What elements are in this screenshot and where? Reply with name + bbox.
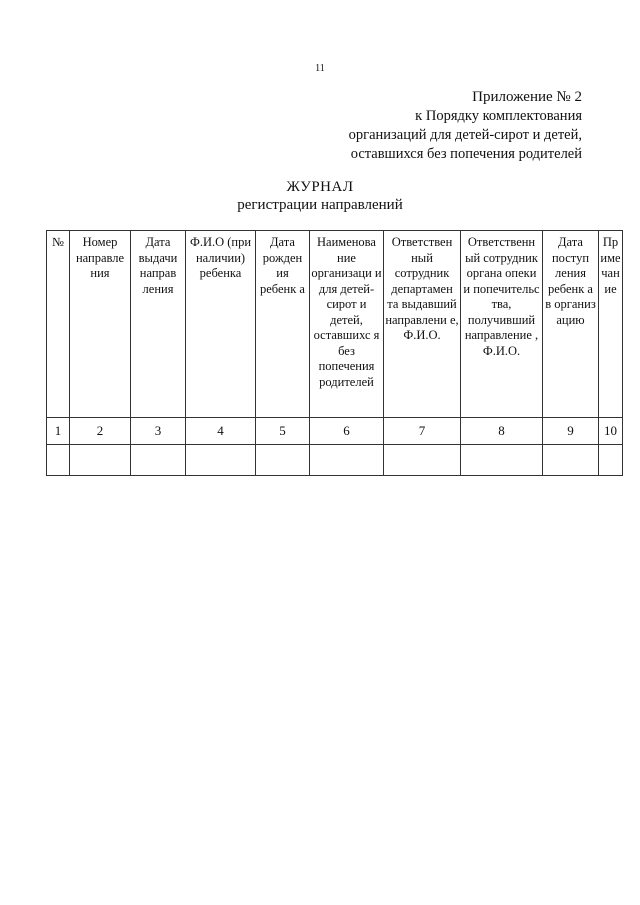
header-cell-issue-date: Дата выдачи направ ления bbox=[131, 231, 186, 418]
header-cell-referral-number: Номер направле ния bbox=[70, 231, 131, 418]
empty-cell bbox=[186, 445, 256, 476]
header-cell-child-name: Ф.И.О (при наличии) ребенка bbox=[186, 231, 256, 418]
column-number-cell: 3 bbox=[131, 418, 186, 445]
column-number-cell: 1 bbox=[47, 418, 70, 445]
journal-title: ЖУРНАЛ bbox=[286, 179, 354, 195]
column-number-cell: 10 bbox=[599, 418, 623, 445]
column-number-cell: 7 bbox=[384, 418, 461, 445]
header-cell-organization-name: Наименова ние организаци и для детей-сирот и детей, оставшихс я без попечения родителей bbox=[310, 231, 384, 418]
column-number-cell: 5 bbox=[256, 418, 310, 445]
appendix-line-2: к Порядку комплектования bbox=[415, 108, 582, 124]
header-cell-guardianship-officer: Ответственн ый сотрудник органа опеки и попечительс тва, получивший направление , Ф.И.О. bbox=[461, 231, 543, 418]
table-empty-row bbox=[47, 445, 623, 476]
column-number-cell: 8 bbox=[461, 418, 543, 445]
journal-heading bbox=[0, 178, 640, 214]
appendix-line-3: организаций для детей-сирот и детей, bbox=[348, 127, 582, 143]
appendix-line-4: оставшихся без попечения родителей bbox=[350, 146, 582, 162]
empty-cell bbox=[47, 445, 70, 476]
empty-cell bbox=[599, 445, 623, 476]
journal-subtitle: регистрации направлений bbox=[237, 197, 403, 213]
header-cell-admission-date: Дата поступ ления ребенк а в организ ацию bbox=[543, 231, 599, 418]
page-number: 11 bbox=[315, 63, 325, 74]
empty-cell bbox=[461, 445, 543, 476]
column-number-cell: 6 bbox=[310, 418, 384, 445]
table-header-row bbox=[47, 231, 623, 418]
column-number-cell: 4 bbox=[186, 418, 256, 445]
appendix-block bbox=[349, 88, 582, 164]
empty-cell bbox=[256, 445, 310, 476]
empty-cell bbox=[384, 445, 461, 476]
header-cell-department-officer: Ответствен ный сотрудник департамен та выдавший направлени е, Ф.И.О. bbox=[384, 231, 461, 418]
empty-cell bbox=[543, 445, 599, 476]
empty-cell bbox=[310, 445, 384, 476]
empty-cell bbox=[70, 445, 131, 476]
column-number-cell: 2 bbox=[70, 418, 131, 445]
column-number-cell: 9 bbox=[543, 418, 599, 445]
registration-table bbox=[46, 230, 623, 476]
table-column-number-row bbox=[47, 418, 623, 445]
appendix-title: Приложение № 2 bbox=[472, 89, 582, 105]
header-cell-birth-date: Дата рожден ия ребенк а bbox=[256, 231, 310, 418]
empty-cell bbox=[131, 445, 186, 476]
header-cell-number-sign: № bbox=[47, 231, 70, 418]
header-cell-note: Пр име чан ие bbox=[599, 231, 623, 418]
